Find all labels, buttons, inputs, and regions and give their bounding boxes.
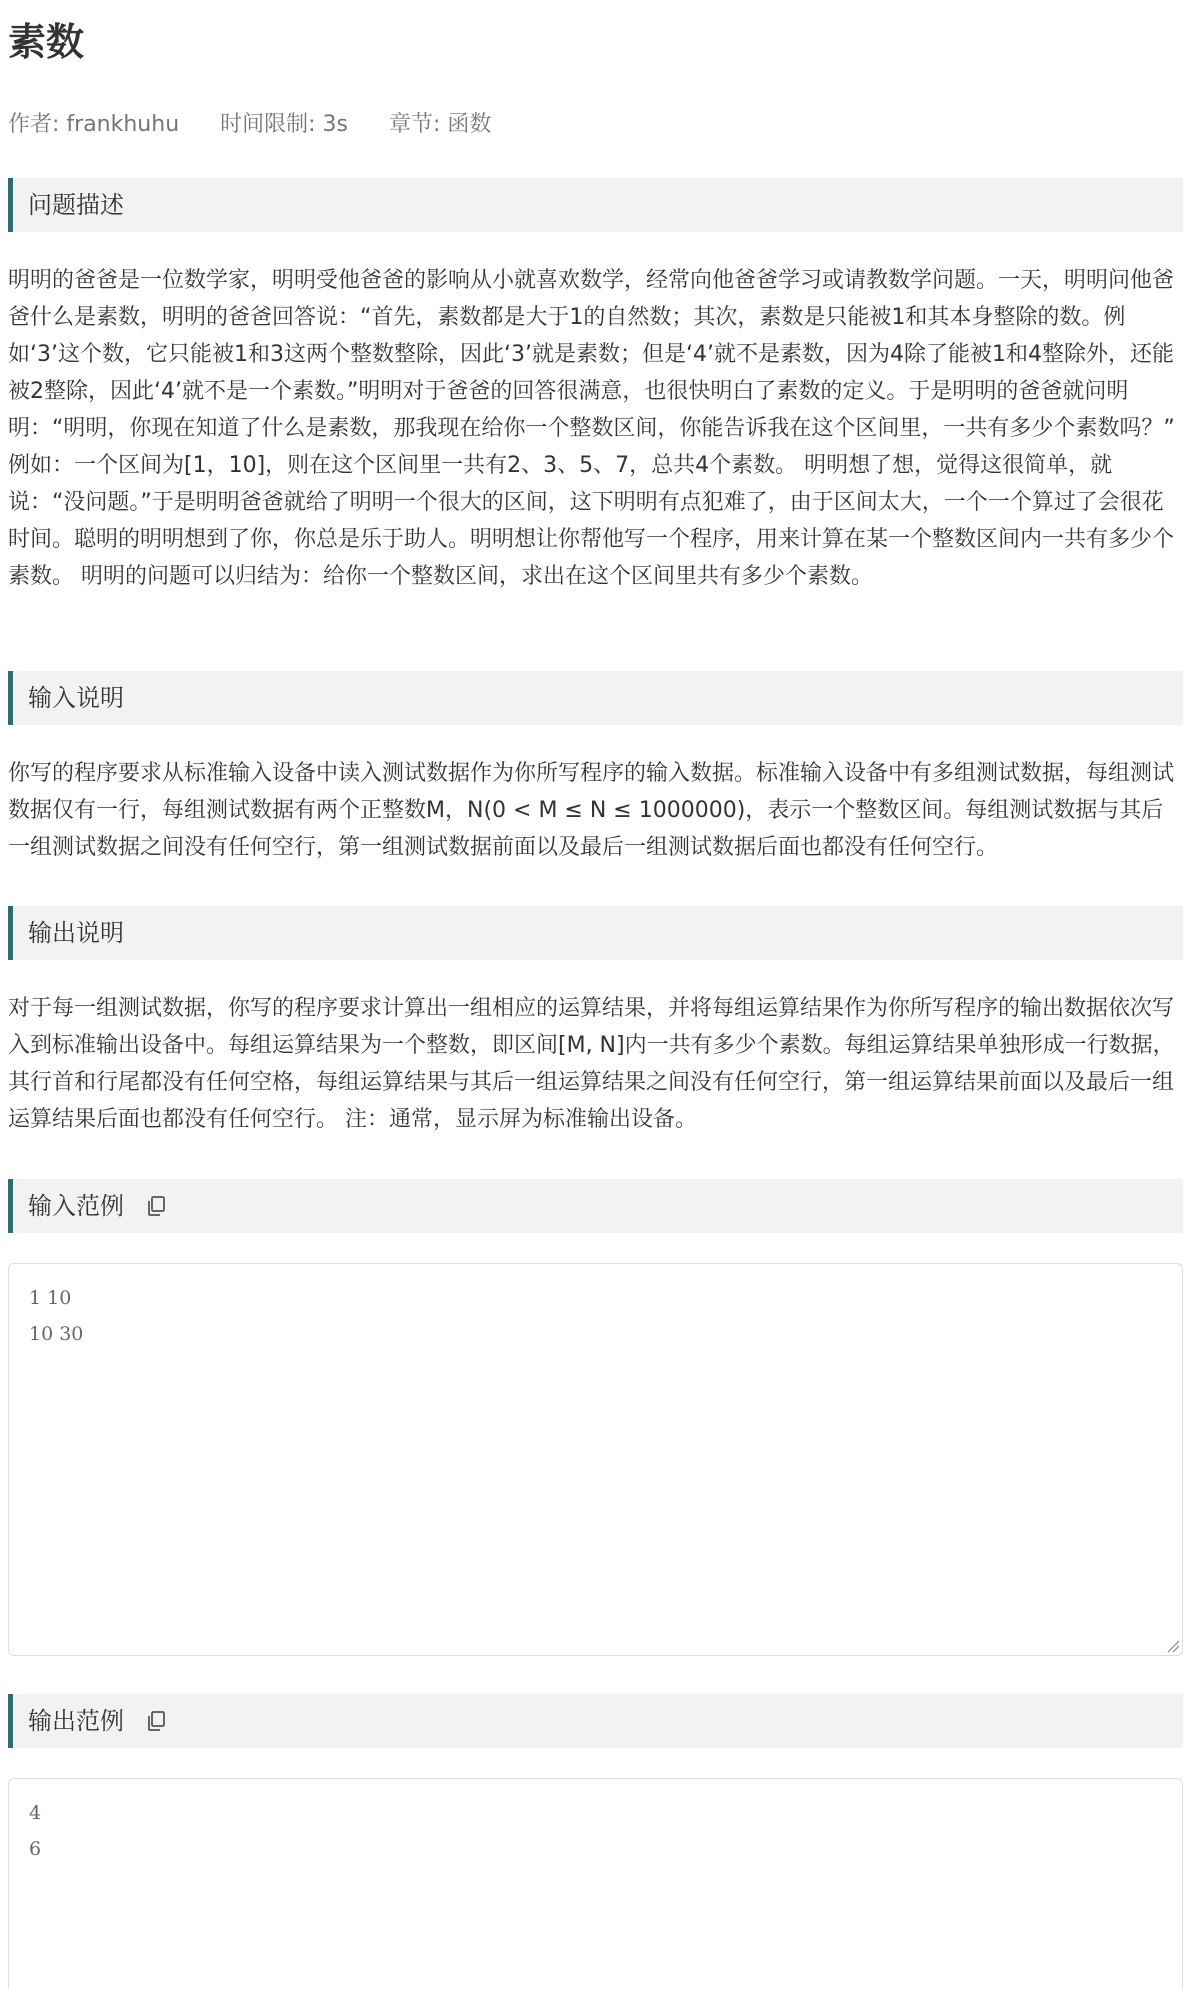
- description-header: [8, 178, 1183, 232]
- author-label: 作者: frankhuhu: [8, 112, 180, 137]
- chapter-label: 章节: 函数: [389, 112, 492, 137]
- copy-icon[interactable]: [144, 1709, 168, 1733]
- copy-icon[interactable]: [144, 1194, 168, 1218]
- problem-meta: [8, 110, 525, 140]
- page-title: 素数: [8, 20, 85, 64]
- time-limit-label: 时间限制: 3s: [220, 112, 349, 137]
- sample-output-box[interactable]: 4 6: [8, 1778, 1183, 1989]
- output-header: [8, 906, 1183, 960]
- sample-input-box[interactable]: 1 10 10 30: [8, 1263, 1183, 1656]
- output-text: 对于每一组测试数据，你写的程序要求计算出一组相应的运算结果，并将每组运算结果作为你所写程序的输出数据依次写入到标准输出设备中。每组运算结果为一个整数，即区间[M, N]内一共有多少个素数。每组运算结果单独形成一行数据，其行首和行尾都没有任何空格，每组运算结果与其后一组运算结果之间没有任何空行，第一组运算结果前面以及最后一组运算结果后面也都没有任何空行。 注：通常，显示屏为标准输出设备。: [8, 996, 1175, 1132]
- resize-handle-icon[interactable]: [1166, 1639, 1180, 1653]
- description-title: 问题描述: [28, 191, 124, 219]
- input-text: 你写的程序要求从标准输入设备中读入测试数据作为你所写程序的输入数据。标准输入设备中有多组测试数据，每组测试数据仅有一行，每组测试数据有两个正整数M，N(0 < M ≤ N ≤ 1000000)，表示一个整数区间。每组测试数据与其后一组测试数据之间没有任何空行，第一组测试数据前面以及最后一组测试数据后面也都没有任何空行。: [8, 761, 1175, 860]
- input-title: 输入说明: [28, 684, 124, 712]
- output-title: 输出说明: [28, 919, 124, 947]
- sample-input-title: 输入范例: [28, 1192, 124, 1220]
- sample-input-header: [8, 1179, 1183, 1233]
- input-header: [8, 671, 1183, 725]
- description-text: 明明的爸爸是一位数学家，明明受他爸爸的影响从小就喜欢数学，经常向他爸爸学习或请教数学问题。一天，明明问他爸爸什么是素数，明明的爸爸回答说：“首先，素数都是大于1的自然数；其次，素数是只能被1和其本身整除的数。例如‘3’这个数，它只能被1和3这两个整数整除，因此‘3’就是素数；但是‘4’就不是素数，因为4除了能被1和4整除外，还能被2整除，因此‘4’就不是一个素数。”明明对于爸爸的回答很满意，也很快明白了素数的定义。于是明明的爸爸就问明明：“明明，你现在知道了什么是素数，那我现在给你一个整数区间，你能告诉我在这个区间里，一共有多少个素数吗？” 例如：一个区间为[1，10]，则在这个区间里一共有2、3、5、7，总共4个素数。 明明想了想，觉得这很简单，就说：“没问题。”于是明明爸爸就给了明明一个很大的区间，这下明明有点犯难了，由于区间太大，一个一个算过了会很花时间。聪明的明明想到了你，你总是乐于助人。明明想让你帮他写一个程序，用来计算在某一个整数区间内一共有多少个素数。 明明的问题可以归结为：给你一个整数区间，求出在这个区间里共有多少个素数。: [8, 268, 1175, 589]
- sample-output-title: 输出范例: [28, 1707, 124, 1735]
- sample-output-header: [8, 1694, 1183, 1748]
